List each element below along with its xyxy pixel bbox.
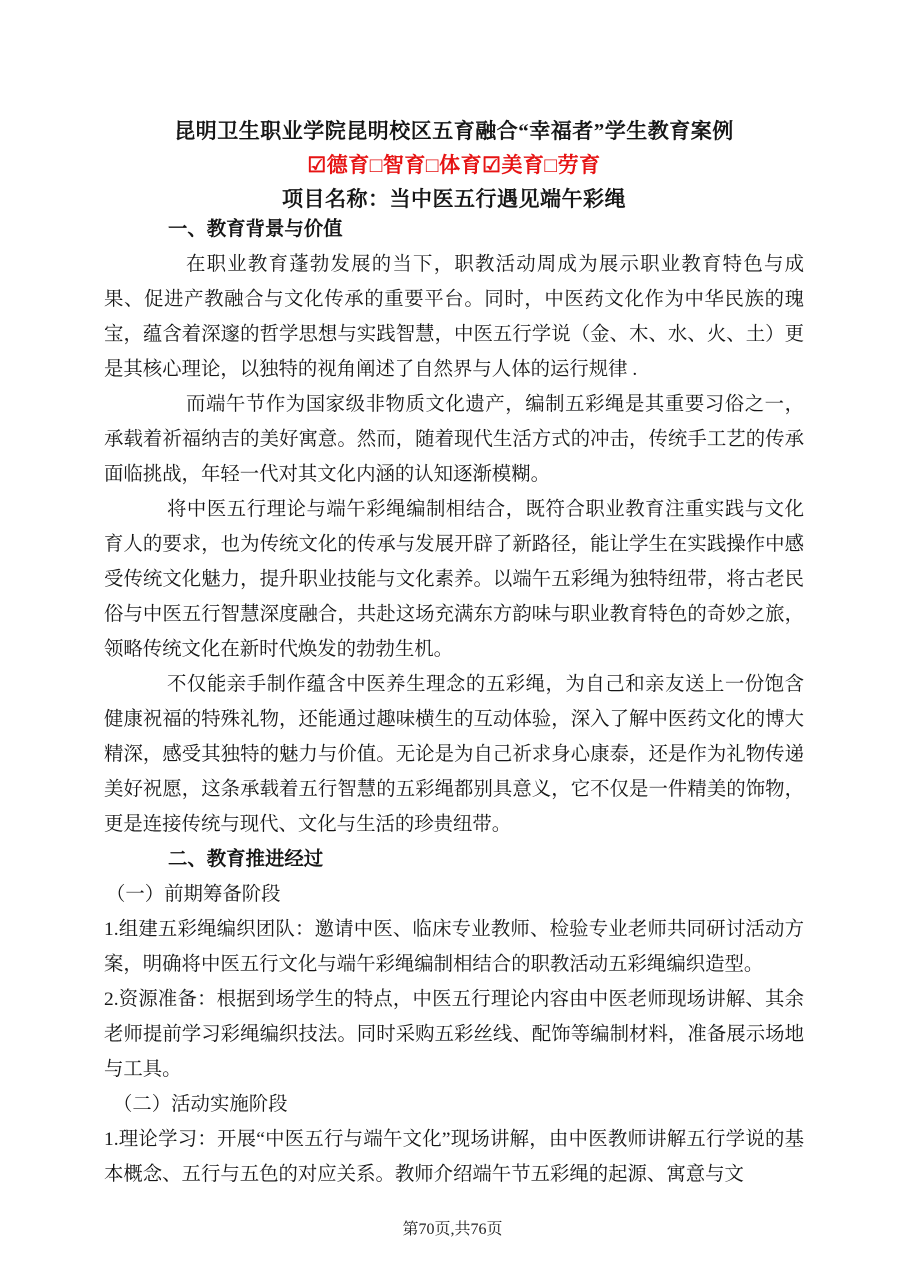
category-label: 德育 [326, 153, 370, 177]
checkbox-checked-icon: ☑ [482, 153, 502, 177]
category-item-unchecked [544, 153, 600, 177]
checkbox-unchecked-icon: □ [544, 153, 558, 177]
document-title: 昆明卫生职业学院昆明校区五育融合“幸福者”学生教育案例 [174, 119, 734, 143]
document-header [104, 114, 804, 216]
numbered-paragraph: 1.理论学习：开展“中医五行与端午文化”现场讲解，由中医教师讲解五行学说的基本概念、五行与五色的对应关系。教师介绍端午节五彩绳的起源、寓意与文 [104, 1129, 804, 1185]
body-paragraph: 将中医五行理论与端午彩绳编制相结合，既符合职业教育注重实践与文化育人的要求，也为传统文化的传承与发展开辟了新路径，能让学生在实践操作中感受传统文化魅力，提升职业技能与文化素养。以端午五彩绳为独特纽带，将古老民俗与中医五行智慧深度融合，共赴这场充满东方韵味与职业教育特色的奇妙之旅，领略传统文化在新时代焕发的勃勃生机。 [104, 499, 804, 660]
category-label: 体育 [439, 153, 483, 177]
category-item-unchecked [370, 153, 426, 177]
numbered-paragraph: 1.组建五彩绳编织团队：邀请中医、临床专业教师、检验专业老师共同研讨活动方案，明确将中医五行文化与端午彩绳编制相结合的职教活动五彩绳编织造型。 [104, 919, 804, 975]
body-paragraph: 而端午节作为国家级非物质文化遗产，编制五彩绳是其重要习俗之一，承载着祈福纳吉的美好寓意。然而，随着现代生活方式的冲击，传统手工艺的传承面临挑战，年轻一代对其文化内涵的认知逐渐模糊。 [104, 394, 804, 485]
checkbox-checked-icon: ☑ [307, 153, 327, 177]
checkbox-unchecked-icon: □ [369, 153, 383, 177]
category-label: 智育 [382, 153, 426, 177]
checkbox-unchecked-icon: □ [425, 153, 440, 177]
subsection-heading: （一）前期筹备阶段 [106, 884, 281, 905]
category-checkbox-line [104, 148, 804, 182]
numbered-paragraph: 2.资源准备：根据到场学生的特点，中医五行理论内容由中医老师现场讲解、其余老师提前学习彩绳编织技法。同时采购五彩丝线、配饰等编制材料，准备展示场地与工具。 [104, 989, 804, 1080]
body-paragraph: 不仅能亲手制作蕴含中医养生理念的五彩绳，为自己和亲友送上一份饱含健康祝福的特殊礼物，还能通过趣味横生的互动体验，深入了解中医药文化的博大精深，感受其独特的魅力与价值。无论是为自己祈求身心康泰，还是作为礼物传递美好祝愿，这条承载着五行智慧的五彩绳都别具意义，它不仅是一件精美的饰物，更是连接传统与现代、文化与生活的珍贵纽带。 [104, 674, 804, 835]
project-name: 项目名称：当中医五行遇见端午彩绳 [282, 187, 626, 211]
page-number-footer: 第70页,共76页 [402, 1221, 503, 1238]
category-item-unchecked [426, 153, 482, 177]
document-body [104, 212, 804, 1192]
category-item-checked [482, 153, 544, 177]
body-paragraph: 在职业教育蓬勃发展的当下，职教活动周成为展示职业教育特色与成果、促进产教融合与文化传承的重要平台。同时，中医药文化作为中华民族的瑰宝，蕴含着深邃的哲学思想与实践智慧，中医五行学说（金、木、水、火、土）更是其核心理论，以独特的视角阐述了自然界与人体的运行规律 . [104, 254, 804, 380]
category-label: 劳育 [557, 153, 601, 177]
section-heading: 一、教育背景与价值 [168, 219, 343, 240]
subsection-heading: （二）活动实施阶段 [113, 1094, 288, 1115]
section-heading: 二、教育推进经过 [168, 849, 324, 870]
category-item-checked [307, 153, 369, 177]
category-label: 美育 [501, 153, 545, 177]
